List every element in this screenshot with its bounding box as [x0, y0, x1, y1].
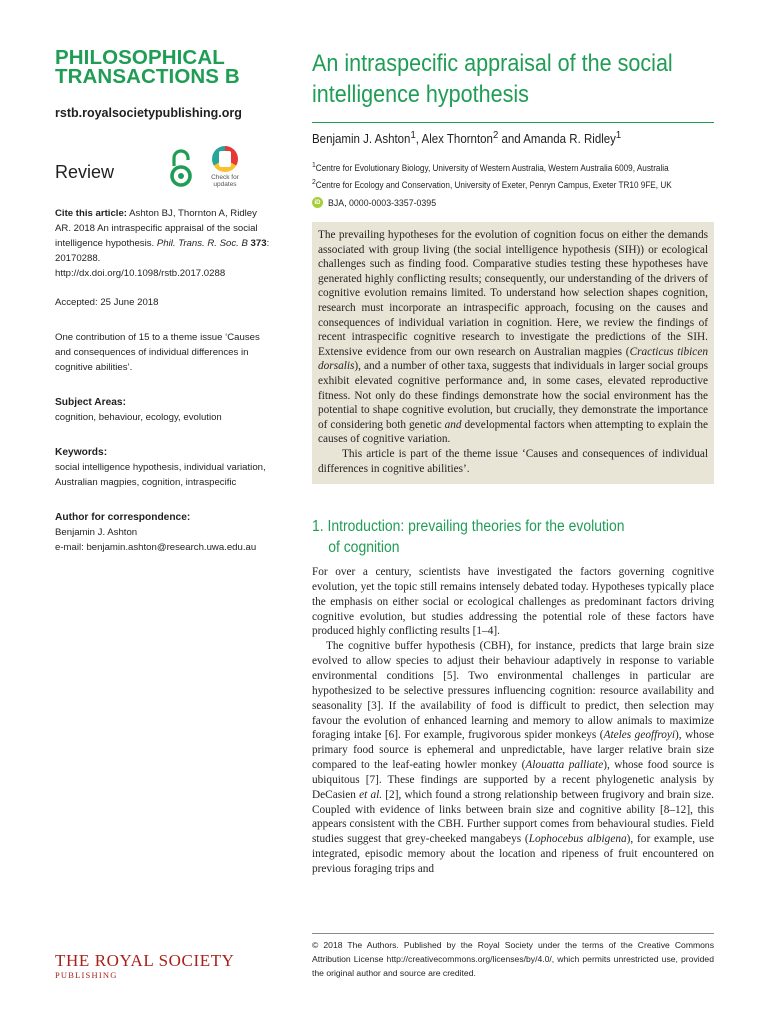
abstract-text: developmental factors when attempting to explain the causes of cognitive variation.	[318, 418, 708, 446]
section-body	[312, 565, 714, 877]
body-text: [2], which found a strong relationship between frugivory and brain size. Coupled with evidence of links between brain size and cognitive ability [8–12], this appears consistent with the CBH. Further support comes from behavioural studies. Field studies suggest that grey-cheeked mangabeys (	[312, 788, 714, 846]
citation-text: Ashton BJ, Thornton A, Ridley AR. 2018 An intraspecific appraisal of the social intelligence hypothesis.	[55, 208, 258, 249]
citation-label: Cite this article:	[55, 208, 127, 219]
correspondence-email-link[interactable]: e-mail: benjamin.ashton@research.uwa.edu.au	[55, 542, 257, 553]
orcid-line[interactable]	[312, 197, 714, 208]
journal-name-line2: TRANSACTIONS B	[55, 65, 240, 88]
abstract-box	[312, 222, 714, 484]
species-name: Lophocebus albigena	[528, 833, 627, 846]
affiliation-item	[312, 175, 712, 192]
body-text: The cognitive buffer hypothesis (CBH), for instance, predicts that large brain size evolved to allow species to adjust their behaviour adaptively in response to variable environmental conditions [5]. Two environmental challenges in particular are hypothesized to be selective pressures influencing cognition: resource availability and seasonality [3]. If the availability of food is difficult to predict, then selection may favour the evolution of enhanced learning and memory to allow animals to maximize foraging intake [6]. For example, frugivorous spider monkeys (	[312, 640, 714, 742]
journal-website-link[interactable]: rstb.royalsocietypublishing.org	[55, 106, 242, 120]
abstract-paragraph	[318, 228, 708, 447]
species-name: Alouatta palliate	[525, 759, 604, 772]
correspondence	[55, 510, 270, 555]
abstract-text: The prevailing hypotheses for the evolution of cognition focus on either the demands associated with group living (the social intelligence hypothesis (SIH)) or ecological challenges such as finding food. Comparative studies testing these hypotheses have generated highly conflicting results; consequently, our understanding of the drivers of cognitive evolution remains limited. To understand how selection shapes cognition, research must incorporate an intraspecific approach, focusing on the causes and consequences of individual variation in cognition. Here, we review the findings of recent intraspecific cognitive research to investigate the predictions of the SIH. Extensive evidence from our own research on Australian magpies (	[318, 229, 708, 358]
check-for-updates-badge[interactable]	[205, 146, 245, 188]
article-type: Review	[55, 162, 115, 182]
theme-issue-note: One contribution of 15 to a theme issue ‘Causes and consequences of individual differences in cognitive abilities’.	[55, 332, 260, 373]
journal-name	[55, 48, 270, 86]
abstract-theme-note: This article is part of the theme issue ‘Causes and consequences of individual differences in cognitive abilities’.	[318, 447, 708, 475]
affiliation-mark: 1	[312, 160, 316, 170]
abstract-text: ), and a number of other taxa, suggests that individuals in larger social groups exhibit elevated cognitive performance and, in some cases, elevated reproductive fitness. Not only do these findings demonstrate how the social environment has the potential to shape cognitive evolution, but crucially, they demonstrate the importance of considering both genetic	[318, 360, 708, 431]
affiliation-text: Centre for Evolutionary Biology, University of Western Australia, Western Australia 6009, Australia	[315, 163, 669, 174]
article-type-row	[55, 146, 270, 194]
keywords-label: Keywords:	[55, 447, 108, 458]
affiliation-mark: 2	[312, 177, 316, 187]
keywords-value: social intelligence hypothesis, individual variation, Australian magpies, cognition, intraspecific	[55, 462, 266, 488]
check-for-updates-label: Check for updates	[211, 174, 239, 188]
orcid-icon: iD	[312, 197, 323, 208]
subject-areas-value: cognition, behaviour, ecology, evolution	[55, 412, 222, 423]
affiliation-item	[312, 158, 712, 175]
correspondence-label: Author for correspondence:	[55, 512, 191, 523]
orcid-text: BJA, 0000-0003-3357-0395	[328, 197, 437, 208]
author-name[interactable]: Benjamin J. Ashton	[312, 132, 411, 147]
keywords	[55, 445, 270, 490]
section-heading	[312, 516, 717, 558]
author-affiliation-mark: 2	[492, 130, 499, 141]
open-access-icon	[168, 148, 194, 188]
right-column	[312, 48, 714, 877]
body-paragraph	[312, 639, 714, 877]
title-divider	[312, 122, 714, 123]
body-text: ), for example, use integrated, episodic memory about the location and ripeness of fruit encountered on previous foraging trips and	[312, 833, 714, 875]
et-al-text: et al.	[359, 788, 383, 801]
author-separator: ,	[415, 132, 422, 147]
publisher-name: THE ROYAL SOCIETY	[55, 951, 235, 970]
author-list	[312, 130, 717, 146]
author-affiliation-mark: 1	[615, 130, 622, 141]
species-name: Cracticus tibicen dorsalis	[318, 345, 708, 373]
section-heading-line2: of cognition	[328, 539, 400, 557]
affiliation-text: Centre for Ecology and Conservation, University of Exeter, Penryn Campus, Exeter TR10 9FE, UK	[315, 180, 672, 190]
citation-doi-link[interactable]: http://dx.doi.org/10.1098/rstb.2017.0288	[55, 268, 226, 279]
citation-volume: 373	[247, 238, 267, 249]
author-name[interactable]: Alex Thornton	[421, 132, 493, 147]
author-name[interactable]: Amanda R. Ridley	[523, 132, 616, 147]
affiliations	[312, 158, 712, 192]
body-paragraph: For over a century, scientists have investigated the factors governing cognitive evolution, yet the topic still remains intensely debated today. Hypotheses typically place the emphasis on either social or ecological challenges as predominant factors driving cognitive evolution, but studies addressing the potential role of these factors have produced highly conflicting results [1–4].	[312, 566, 714, 638]
publisher-logo	[55, 951, 255, 980]
left-column	[55, 48, 270, 555]
subject-areas-label: Subject Areas:	[55, 397, 126, 408]
license-text: © 2018 The Authors. Published by the Royal Society under the terms of the Creative Commons Attribution License http://creativecommons.org/licenses/by/4.0/, which permits unrestricted use, provided the original author and source are credited.	[312, 940, 714, 978]
author-separator: and	[498, 132, 524, 147]
license-footer	[312, 933, 714, 980]
journal-name-line1: PHILOSOPHICAL	[55, 46, 225, 69]
check-for-updates-icon	[212, 146, 238, 172]
article-title: An intraspecific appraisal of the social intelligence hypothesis	[312, 50, 673, 108]
author-affiliation-mark: 1	[410, 130, 416, 141]
section-heading-line1: 1. Introduction: prevailing theories for the evolution	[312, 518, 625, 536]
citation-journal: Phil. Trans. R. Soc. B	[156, 238, 248, 249]
publisher-subname: PUBLISHING	[55, 970, 118, 980]
accepted-date: Accepted: 25 June 2018	[55, 297, 159, 308]
species-name: Ateles geoffroyi	[603, 729, 676, 742]
body-text: ), whose primary food source is ephemeral and unpredictable, have larger relative brain size compared to the leaf-eating howler monkey (	[312, 729, 715, 772]
subject-areas	[55, 395, 270, 425]
correspondence-name: Benjamin J. Ashton	[55, 527, 138, 538]
emphasis-text: and	[444, 418, 462, 431]
citation-block	[55, 206, 270, 281]
body-text: ), whose food source is ubiquitous [7]. These findings are supported by a recent phylogenetic analysis by DeCasien	[312, 759, 714, 801]
citation-number: : 20170288.	[55, 238, 270, 264]
